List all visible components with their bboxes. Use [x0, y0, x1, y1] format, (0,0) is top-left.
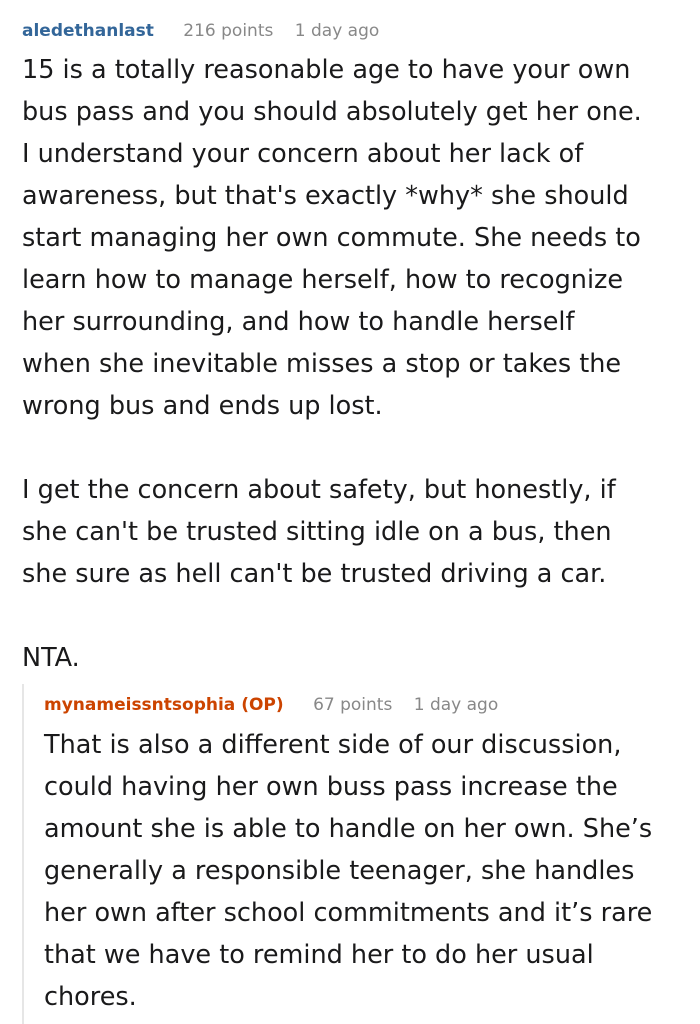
comment-line: I understand your concern about her lack of	[22, 139, 584, 169]
reply-meta	[44, 694, 514, 716]
paragraph-gap	[22, 595, 682, 637]
comment-line: her surrounding, and how to handle herself	[22, 307, 575, 337]
reply-line: chores.	[44, 982, 137, 1012]
comment-line: wrong bus and ends up lost.	[22, 391, 383, 421]
comment-line: 15 is a totally reasonable age to have your own	[22, 55, 631, 85]
comment-line: awareness, but that's exactly *why* she should	[22, 181, 629, 211]
comment-line: start managing her own commute. She needs to	[22, 223, 641, 253]
comment-line: when she inevitable misses a stop or takes the	[22, 349, 622, 379]
reply-line: her own after school commitments and it’s rare	[44, 898, 653, 928]
reply-comment	[22, 684, 700, 1024]
comment-meta	[22, 20, 395, 42]
paragraph-gap	[22, 427, 682, 469]
reply-line: That is also a different side of our discussion,	[44, 730, 622, 760]
comment-timestamp: 1 day ago	[294, 21, 380, 41]
comment-line: NTA.	[22, 643, 80, 673]
comment-points: 216 points	[183, 21, 274, 41]
comment-line: I get the concern about safety, but honestly, if	[22, 475, 616, 505]
reply-timestamp: 1 day ago	[413, 695, 499, 715]
comment-author-link[interactable]: aledethanlast	[22, 21, 154, 41]
reply-line: could having her own buss pass increase the	[44, 772, 618, 802]
reply-line: generally a responsible teenager, she handles	[44, 856, 635, 886]
comment-line: she sure as hell can't be trusted driving a car.	[22, 559, 607, 589]
comment-line: learn how to manage herself, how to recognize	[22, 265, 624, 295]
reply-points: 67 points	[313, 695, 393, 715]
comment-line: she can't be trusted sitting idle on a bus, then	[22, 517, 612, 547]
reply-line: amount she is able to handle on her own. She’s	[44, 814, 653, 844]
reply-body	[44, 724, 694, 1018]
reply-author-link[interactable]: mynameissntsophia (OP)	[44, 695, 284, 715]
comment-body	[22, 49, 682, 679]
comment-line: bus pass and you should absolutely get her one.	[22, 97, 642, 127]
reply-line: that we have to remind her to do her usual	[44, 940, 594, 970]
